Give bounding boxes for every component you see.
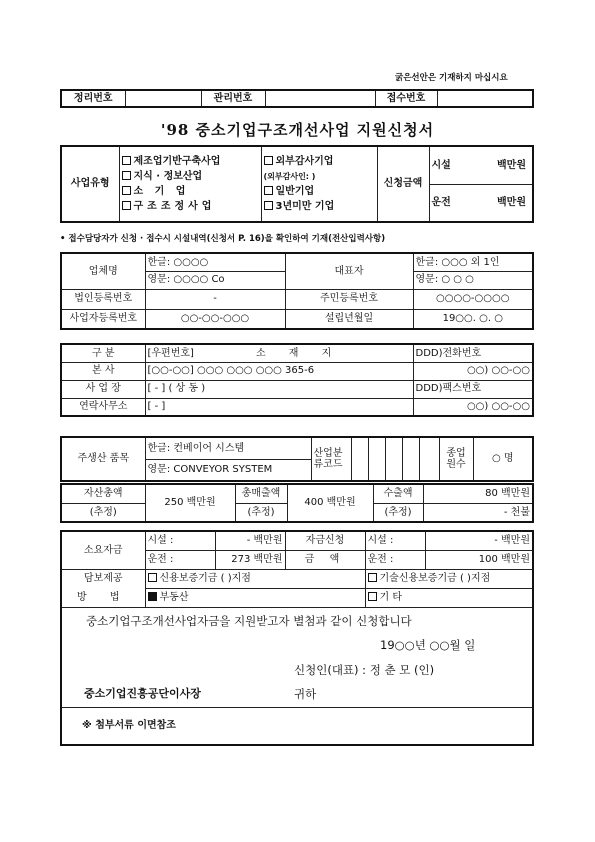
collateral-option-other[interactable]: 기 타 xyxy=(365,588,533,607)
declaration-date[interactable]: 19○○년 ○○월 일 xyxy=(380,637,476,652)
amount-operation-cell[interactable]: 운전 백만원 xyxy=(429,184,533,222)
assets-label-est: (추정) xyxy=(61,503,145,522)
address-head: [우편번호] 소 재 지 xyxy=(145,344,413,362)
manage-no-label: 관리번호 xyxy=(201,90,265,107)
collateral-label-2: 방 법 xyxy=(61,588,145,607)
factory-label: 사 업 장 xyxy=(61,380,145,398)
req-operation-label: 운전 : xyxy=(145,550,215,569)
company-name-kr[interactable]: 한글: ○○○○ xyxy=(145,253,285,271)
checkbox-icon xyxy=(122,156,131,165)
type-option-audited[interactable]: 외부감사기업 xyxy=(264,154,375,169)
type-option-small[interactable]: 소 기 업 xyxy=(122,184,259,199)
checked-checkbox-icon xyxy=(148,592,157,601)
company-info-table xyxy=(60,252,534,330)
employee-label: 종업 원수 xyxy=(439,437,473,481)
founded-label: 설립년월일 xyxy=(285,309,413,329)
sales-label: 총매출액 xyxy=(235,484,287,503)
product-en[interactable]: 영문: CONVEYOR SYSTEM xyxy=(145,459,311,481)
number-header-table xyxy=(60,89,534,108)
instruction-note: • 접수담당자가 신청 · 접수시 시설내역(신청서 P. 16)을 확인하여 기재(전산입력사항) xyxy=(60,234,386,244)
office-fax[interactable]: ○○) ○○-○○ xyxy=(413,398,533,416)
funds-table xyxy=(60,530,534,746)
type-option-general[interactable]: 일반기업 xyxy=(264,184,375,199)
type-option-manufacturing[interactable]: 제조업기반구축사업 xyxy=(122,154,259,169)
accept-no-field[interactable] xyxy=(437,90,533,107)
industry-code-box[interactable] xyxy=(419,437,439,481)
attachment-note: ※ 첨부서류 이면참조 xyxy=(61,707,533,745)
biz-reg-label: 사업자등록번호 xyxy=(61,309,145,329)
company-name-label: 업체명 xyxy=(61,253,145,289)
fax-head-label: DDD)팩스번호 xyxy=(413,380,533,398)
required-funds-label: 소요자금 xyxy=(61,531,145,569)
resident-reg-label: 주민등록번호 xyxy=(285,289,413,309)
representative-label: 대표자 xyxy=(285,253,413,289)
accept-no-label: 접수번호 xyxy=(375,90,437,107)
representative-kr[interactable]: 한글: ○○○ 외 1인 xyxy=(413,253,533,271)
checkbox-icon xyxy=(122,171,131,180)
apply-operation-value[interactable]: 100 백만원 xyxy=(425,550,533,569)
assets-value[interactable]: 250 백만원 xyxy=(145,484,235,522)
industry-code-box[interactable] xyxy=(402,437,419,481)
checkbox-icon xyxy=(264,156,273,165)
apply-operation-label: 운전 : xyxy=(365,550,425,569)
founded-value[interactable]: 19○○. ○. ○ xyxy=(413,309,533,329)
hq-address[interactable]: [○○-○○] ○○○ ○○○ ○○○ 365-6 xyxy=(145,362,413,380)
finance-table xyxy=(60,483,534,523)
factory-address[interactable]: [ - ] ( 상 동 ) xyxy=(145,380,413,398)
checkbox-icon xyxy=(368,592,377,601)
checkbox-icon xyxy=(148,573,157,582)
export-label-est: (추정) xyxy=(373,503,423,522)
req-facility-label: 시설 : xyxy=(145,531,215,550)
declaration-block xyxy=(61,607,533,707)
phone-head-label: DDD)전화번호 xyxy=(413,344,533,362)
collateral-option-tech[interactable]: 기술신용보증기금 ( )지점 xyxy=(365,569,533,588)
checkbox-icon xyxy=(264,186,273,195)
export-value-krw[interactable]: 80 백만원 xyxy=(423,484,533,503)
req-facility-value[interactable]: - 백만원 xyxy=(215,531,285,550)
collateral-option-credit[interactable]: 신용보증기금 ( )지점 xyxy=(145,569,365,588)
corp-reg-value[interactable]: - xyxy=(145,289,285,309)
type-option-knowledge[interactable]: 지식 · 정보산업 xyxy=(122,169,259,184)
product-kr[interactable]: 한글: 컨베이어 시스템 xyxy=(145,437,311,459)
checkbox-icon xyxy=(122,186,131,195)
receipt-no-field[interactable] xyxy=(125,90,201,107)
hq-phone[interactable]: ○○) ○○-○○ xyxy=(413,362,533,380)
recipient: 중소기업진흥공단이사장 xyxy=(84,686,201,700)
resident-reg-value[interactable]: ○○○○-○○○○ xyxy=(413,289,533,309)
company-name-en[interactable]: 영문: ○○○○ Co xyxy=(145,271,285,289)
employee-value[interactable]: ○ 명 xyxy=(473,437,533,481)
amount-label: 신청금액 xyxy=(377,146,429,222)
representative-en[interactable]: 영문: ○ ○ ○ xyxy=(413,271,533,289)
biz-reg-value[interactable]: ○○-○○-○○○ xyxy=(145,309,285,329)
req-operation-value[interactable]: 273 백만원 xyxy=(215,550,285,569)
apply-amount-label: 자금신청 xyxy=(285,531,365,550)
amount-facility-cell[interactable]: 시설 백만원 xyxy=(429,146,533,184)
top-note: 굵은선안은 기재하지 마십시요 xyxy=(395,73,508,83)
office-label: 연락사무소 xyxy=(61,398,145,416)
page-title: '98 중소기업구조개선사업 지원신청서 xyxy=(160,121,435,139)
checkbox-icon xyxy=(368,573,377,582)
industry-code-box[interactable] xyxy=(385,437,402,481)
business-type-options-1 xyxy=(119,146,261,222)
industry-code-box[interactable] xyxy=(368,437,385,481)
declaration-text: 중소기업구조개선사업자금을 지원받고자 별첨과 같이 신청합니다 xyxy=(86,613,412,628)
hq-label: 본 사 xyxy=(61,362,145,380)
collateral-label: 담보제공 xyxy=(61,569,145,588)
office-address[interactable]: [ - ] xyxy=(145,398,413,416)
checkbox-icon xyxy=(122,201,131,210)
product-label: 주생산 품목 xyxy=(61,437,145,481)
address-head-label: 구 분 xyxy=(61,344,145,362)
manage-no-field[interactable] xyxy=(265,90,375,107)
type-option-under3yr[interactable]: 3년미만 기업 xyxy=(264,199,375,214)
apply-amount-label-2: 금 액 xyxy=(285,550,365,569)
corp-reg-label: 법인등록번호 xyxy=(61,289,145,309)
export-label: 수출액 xyxy=(373,484,423,503)
business-type-options-2 xyxy=(261,146,377,222)
apply-facility-label: 시설 : xyxy=(365,531,425,550)
product-table xyxy=(60,436,534,482)
checkbox-icon xyxy=(264,201,273,210)
address-table xyxy=(60,343,534,417)
sales-label-est: (추정) xyxy=(235,503,287,522)
receipt-no-label: 정리번호 xyxy=(61,90,125,107)
applicant-line[interactable]: 신청인(대표) : 정 춘 모 (인) xyxy=(294,662,435,677)
business-type-label: 사업유형 xyxy=(61,146,119,222)
industry-code-label: 산업분 류코드 xyxy=(311,437,351,481)
business-type-table xyxy=(60,145,534,223)
honorific: 귀하 xyxy=(294,686,317,701)
apply-facility-value[interactable]: - 백만원 xyxy=(425,531,533,550)
assets-label: 자산총액 xyxy=(61,484,145,503)
export-value-usd[interactable]: - 천불 xyxy=(423,503,533,522)
type-option-restructuring[interactable]: 구조조정사업 xyxy=(122,199,259,214)
industry-code-box[interactable] xyxy=(351,437,368,481)
auditor-field[interactable]: (외부감사인: ) xyxy=(263,172,316,181)
sales-value[interactable]: 400 백만원 xyxy=(287,484,373,522)
collateral-option-realestate[interactable]: 부동산 xyxy=(145,588,365,607)
